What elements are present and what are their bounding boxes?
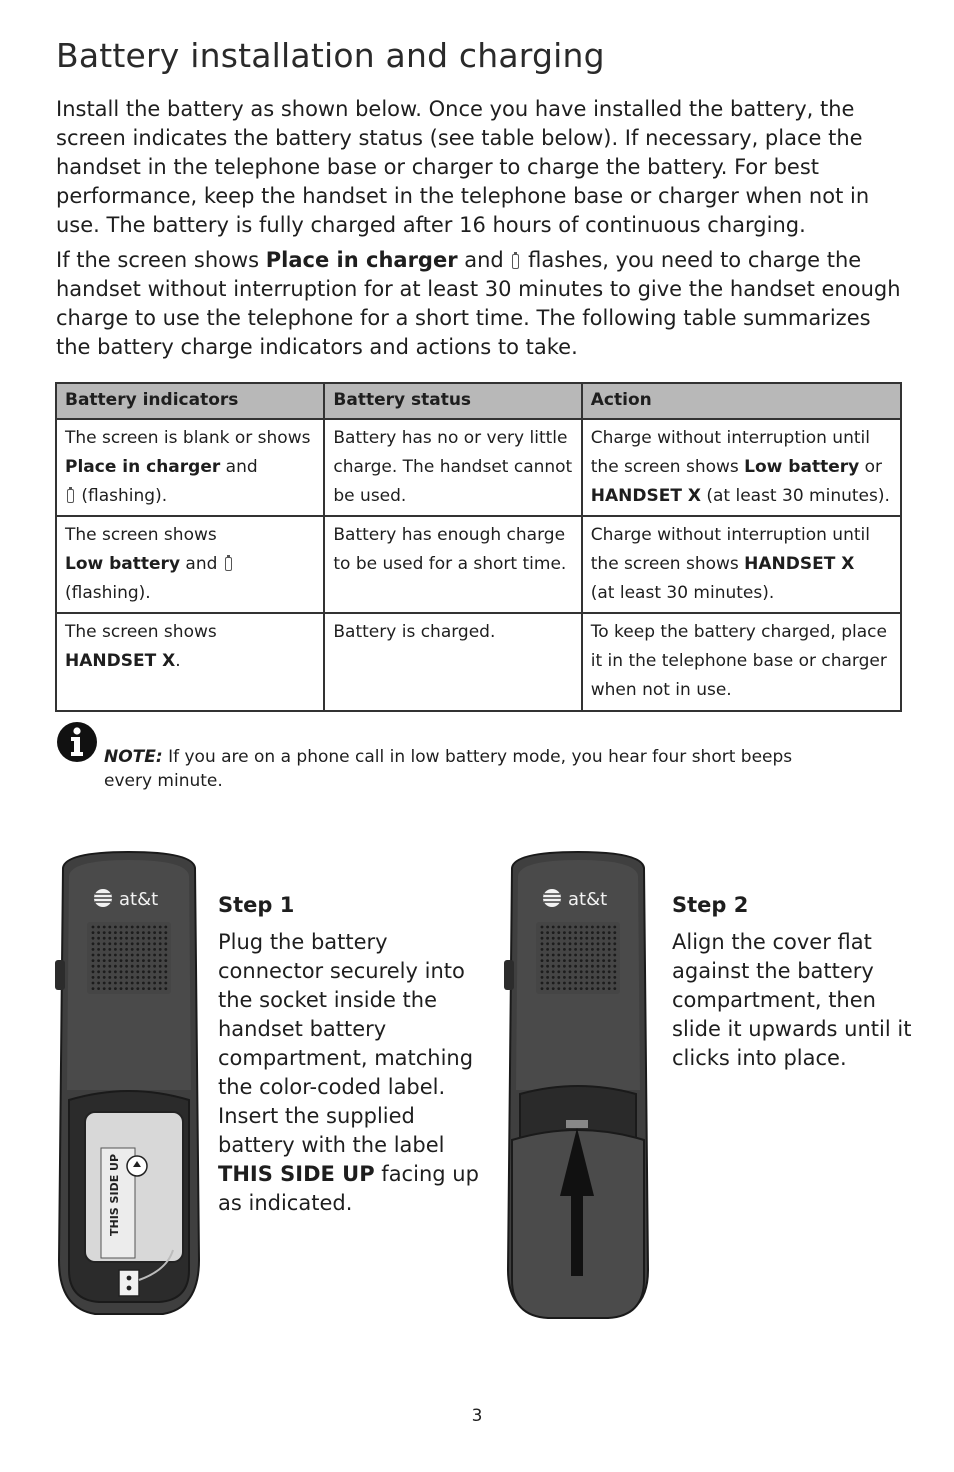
text-run: (flashing). <box>76 486 168 506</box>
step1-heading: Step 1 <box>218 893 295 917</box>
text-run: The screen is blank or shows <box>65 428 311 448</box>
battery-label: THIS SIDE UP <box>108 1153 121 1236</box>
text-run: Charge without interruption until the screen shows <box>590 428 870 477</box>
text-run: If you are on a phone call in low battery mode, you hear four short beeps every minute. <box>104 747 793 791</box>
intro-paragraph: Install the battery as shown below. Once you have installed the battery, the screen indicates the battery status (see table below). If necessary, place the handset in the telephone base or charger to charge the battery. For best performance, keep the handset in the telephone base or charger when not in use. The battery is fully charged after 16 hours of continuous charging. <box>56 97 870 237</box>
step2-heading: Step 2 <box>672 893 749 917</box>
handset-cover-slide-illustration <box>504 850 652 1320</box>
text-run-bold: Place in charger <box>65 457 221 477</box>
text-run: Plug the battery connector securely into the socket inside the handset battery compartment, matching the color-coded label. Insert the supplied battery with the label <box>218 930 474 1157</box>
text-run-bold: Low battery <box>744 457 860 477</box>
step1-text <box>218 928 486 1218</box>
indicator-cell <box>56 419 324 516</box>
indicator-cell <box>56 613 324 711</box>
battery-icon <box>225 557 232 571</box>
text-run: The screen shows <box>65 622 217 642</box>
text-run-bold: HANDSET X <box>590 486 701 506</box>
text-run: (flashing). <box>65 583 151 603</box>
text-run: facing up as indicated. <box>218 1162 479 1215</box>
status-cell: Battery has enough charge to be used for a short time. <box>324 516 581 613</box>
text-run: The screen shows <box>65 525 217 545</box>
table-header-row <box>56 383 901 419</box>
table-row <box>56 419 901 516</box>
page-number: 3 <box>471 1406 483 1426</box>
text-run: and <box>220 457 258 477</box>
place-in-charger-text: Place in charger <box>265 248 458 272</box>
status-cell: Battery has no or very little charge. The handset cannot be used. <box>324 419 581 516</box>
text-run: Charge without interruption until the screen shows <box>590 525 870 574</box>
battery-connector <box>119 1270 139 1296</box>
text-run-bold: Low battery <box>65 554 181 574</box>
side-button <box>504 960 514 990</box>
text-run: and <box>457 248 511 272</box>
note-label: NOTE: <box>104 747 163 767</box>
cover-latch <box>566 1120 588 1128</box>
text-run: (at least 30 minutes). <box>700 486 890 506</box>
indicator-cell <box>56 516 324 613</box>
brand-name: at&t <box>119 889 159 910</box>
brand-logo <box>94 889 158 910</box>
info-icon <box>56 721 98 763</box>
text-run: If the screen shows <box>56 248 266 272</box>
battery-icon <box>67 489 74 503</box>
indicator-paragraph <box>56 246 906 362</box>
step2-text: Align the cover flat against the battery compartment, then slide it upwards until it clicks into place. <box>672 930 912 1070</box>
action-cell <box>582 419 901 516</box>
column-header-indicators: Battery indicators <box>56 383 324 419</box>
text-run: . <box>175 651 181 671</box>
action-cell <box>582 516 901 613</box>
text-run-bold: HANDSET X <box>65 651 176 671</box>
brand-name: at&t <box>568 889 608 910</box>
page-title: Battery installation and charging <box>56 36 605 75</box>
column-header-status: Battery status <box>324 383 581 419</box>
text-run: or <box>859 457 882 477</box>
note-text <box>104 745 824 793</box>
status-cell: Battery is charged. <box>324 613 581 711</box>
handset-battery-installed-illustration <box>55 850 203 1320</box>
battery-indicator-table <box>55 382 902 712</box>
text-run: flashes, you need to charge the handset without interruption for at least 30 minutes to give the handset enough charge to use the telephone for a short time. The following table summarizes the battery charge indicators and actions to take. <box>56 248 901 359</box>
text-run-bold: HANDSET X <box>744 554 855 574</box>
text-run: (at least 30 minutes). <box>590 583 775 603</box>
text-run-bold: THIS SIDE UP <box>218 1162 375 1186</box>
table-row <box>56 613 901 711</box>
battery-icon <box>512 254 519 269</box>
brand-logo <box>543 889 607 910</box>
text-run: and <box>180 554 223 574</box>
column-header-action: Action <box>582 383 901 419</box>
side-button <box>55 960 65 990</box>
table-row <box>56 516 901 613</box>
action-cell: To keep the battery charged, place it in the telephone base or charger when not in use. <box>582 613 901 711</box>
